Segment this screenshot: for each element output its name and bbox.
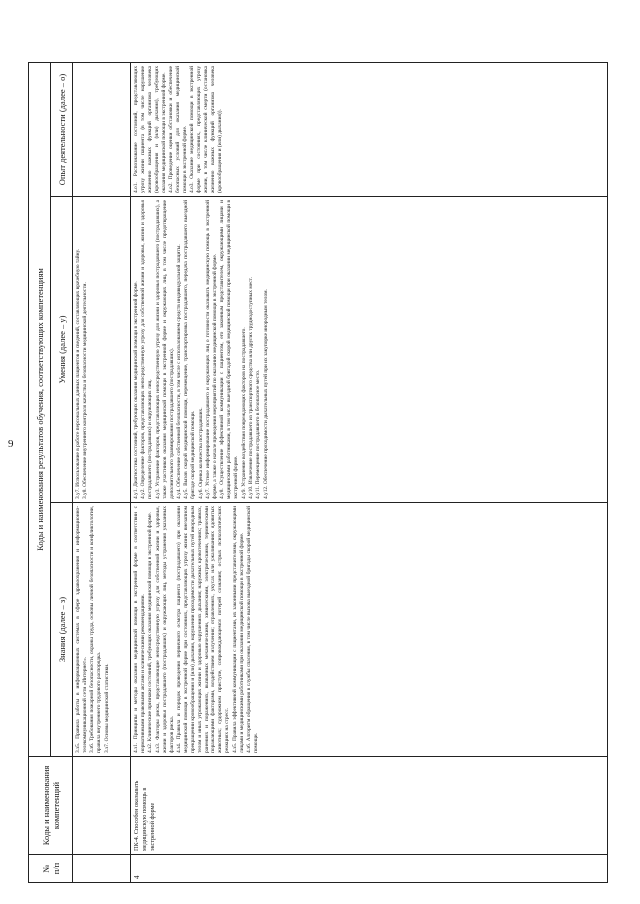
header-experience: Опыт деятельности (далее – о) [51,62,73,196]
knowledge-item: 3.з7. Основы медицинской статистики. [103,663,110,753]
header-num: № п/п [29,855,73,883]
skills-cell [131,197,608,503]
knowledge-item: 4.з3. Факторы риска, представляющие непосредственную угрозу для собственной жизни и здоровья, жизни и здоровья пострадавшего (пострадавших) и окружающих лиц, методы устранения указанных факторов риска. [154,506,175,753]
page-number: 9 [8,438,14,450]
competency-code: ПК-4. Способен оказывать медицинскую помощь в экстренной форме [131,757,608,855]
skill-item: 4.у7. Устное информирование пострадавшего и окружающих лиц о готовности оказывать медицинскую помощь в экстренной форме, а также о начале проведения мероприятий по оказанию медицинской помощи в экстренной форме. [205,200,218,499]
competency-table [28,62,608,883]
table-row [73,62,131,882]
table-row [131,62,608,882]
knowledge-item: 4.з6. Алгоритм обращения в службы спасения, в том числе вызова выездной бригады скорой медицинской помощи. [246,506,259,753]
skill-item: 4.у2. Определение факторов, представляющих непосредственную угрозу для собственной жизни и здоровья, жизни и здоровья пострадавшего (пострадавших) и окружающих лиц. [140,200,154,499]
knowledge-item: 3.з6. Требования пожарной безопасности, охраны труда, основы личной безопасности и конфликтологии, правила внутреннего трудового распорядка. [89,506,103,753]
skill-item: 4.у11. Перемещение пострадавшего в безопасное место. [255,369,262,499]
skill-item: 4.у6. Оценка количества пострадавших. [197,407,204,499]
row-number: 4 [131,855,608,883]
row-number [73,855,131,883]
header-code: Коды и наименования компетенций [29,757,73,855]
skill-item: 3.у8. Обеспечение внутреннего контроля качества и безопасности медицинской деятельности. [82,282,89,499]
header-knowledge: Знания (далее – з) [51,503,73,757]
knowledge-cell [73,503,131,757]
competency-code [73,757,131,855]
experience-item: 4.о2. Проведение оценки обстановки и обеспечение безопасных условий для оказания медицинской помощи в экстренной форме. [168,65,188,193]
knowledge-item: 4.з2. Клинические признаки состояний, требующих оказания медицинской помощи в экстренной форме. [147,512,154,753]
header-row-1 [29,62,51,882]
competency-table-sheet [28,63,608,883]
knowledge-item: 4.з5. Правила эффективной коммуникации с пациентами, их законными представителями, окружающими лицами и медицинскими работниками при оказании медицинской помощи в экстренной форме. [231,506,245,753]
knowledge-cell [131,503,608,757]
experience-cell [73,62,131,196]
knowledge-item: 3.з5. Правила работы в информационных системах в сфере здравоохранения и информационно-телекоммуникационной сети «Интернет». [75,506,88,753]
skill-item: 4.у8. Осуществление эффективной коммуникации с пациентом, его законным представителем, окружающими лицами и медицинскими работниками, в том числе выездной бригадой скорой медицинской помощи при оказании медицинской помощи в экстренной форме. [219,200,240,499]
skill-item: 4.у5. Вызов скорой медицинской помощи, перемещение, транспортировка пострадавшего, передача пострадавшего выездной бригаде скорой медицинской помощи. [183,200,197,499]
experience-cell [131,62,608,196]
knowledge-item: 4.з4. Правила и порядок проведения первичного осмотра пациента (пострадавшего) при оказании медицинской помощи в экстренной форме при состояниях, представляющих угрозу жизни: внезапном прекращении кровообращения и (или) дыхания, нарушении проходимости дыхательных путей инородным телом и иных угрожающих жизни и здоровью нарушениях дыхания; наружных кровотечениях; травмах, ранениях и поражениях, вызванных механическими, химическими, электрическими, термическими поражающими факторами, воздействием излучения; отравлениях, укусах или ужаливаниях ядовитых животных; судорожном приступе, сопровождающемся потерей сознания; острых психологических реакциях на стресс. [175,506,231,753]
skill-item: 4.у9. Устранение воздействия повреждающих факторов на пострадавшего. [240,327,247,499]
skills-cell [73,197,131,503]
experience-item: 4.о1. Распознавание состояний, представляющих угрозу жизни пациента (в том числе нарушение жизненно важных функций организма человека (кровообращения и (или) дыхания), требующих оказания медицинской помощи в экстренной форме. [133,65,167,193]
skill-item: 4.у4. Обеспечение собственной безопасности, в том числе с использованием средств индивидуальной защиты. [175,244,182,499]
header-skills: Умения (далее – у) [51,197,73,503]
skill-item: 4.у12. Обеспечение проходимости дыхательных путей при их закупорке инородным телом. [262,289,269,499]
skill-item: 4.у1. Диагностика состояний, требующих оказания медицинской помощи в экстренной форме. [133,281,139,499]
header-results: Коды и наименования результатов обучения, соответствующих компетенциям [29,62,51,756]
skill-item: 3.у7. Использование в работе персональных данных пациентов и сведений, составляющих врачебную тайну. [75,249,81,499]
skill-item: 4.у3. Устранение факторов, представляющих непосредственную угрозу для жизни и здоровья пострадавшего (пострадавших), а также участников оказания медицинской помощи в экстренной форме и окружающих лиц, в том числе предотвращение дополнительного травмирования пострадавшего (пострадавших). [154,200,175,499]
skill-item: 4.у10. Извлечение пострадавшего из транспортного средства или других труднодоступных мест. [248,277,254,499]
experience-item: 4.о3. Оказание медицинской помощи в экстренной форме при состояниях, представляющих угрозу жизни, в том числе клинической смерти (остановка жизненно важных функций организма человека (кровообращения и (или) дыхания)). [189,65,223,193]
knowledge-item: 4.з1. Принципы и методы оказания медицинской помощи в экстренной форме в соответствии с нормативными правовыми актами и клиническими рекомендациями. [133,506,146,753]
